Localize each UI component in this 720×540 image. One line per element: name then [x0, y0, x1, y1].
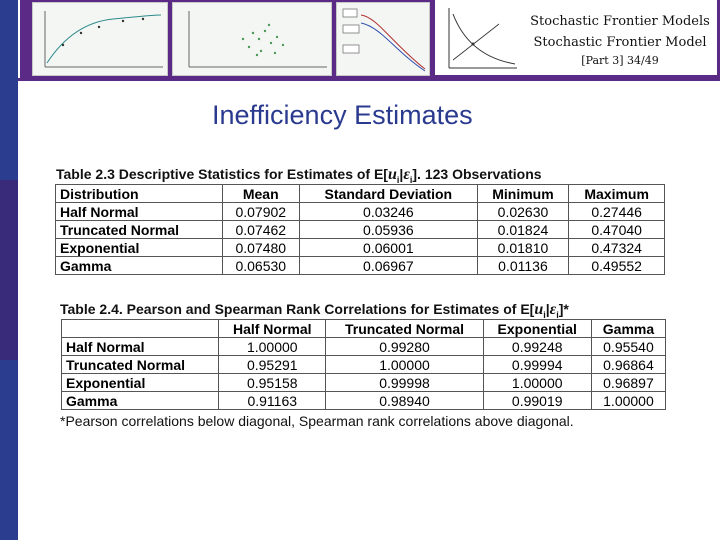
table-row — [62, 356, 666, 374]
table-cell: 0.99998 — [326, 374, 483, 392]
table1-col-header: Standard Deviation — [300, 185, 478, 203]
table2-caption-prefix: Table 2.4. Pearson and Spearman Rank Correlations for Estimates of E[ — [60, 301, 535, 317]
table-row — [62, 374, 666, 392]
thumbnail-curve-plot — [32, 2, 168, 76]
table-cell: 1.00000 — [326, 356, 483, 374]
thumbnail-density-plot-graphic — [337, 3, 429, 75]
table1-col-header: Minimum — [477, 185, 569, 203]
slide-title: Inefficiency Estimates — [212, 100, 473, 130]
table1-col-header: Maximum — [569, 185, 665, 203]
table1-caption-var: u — [387, 166, 397, 183]
table-cell: 0.95291 — [219, 356, 326, 374]
row-label: Exponential — [62, 374, 219, 392]
header-line-2: Stochastic Frontier Model — [533, 35, 707, 50]
table1-caption-prefix: Table 2.3 Descriptive Statistics for Estimates of E[ — [56, 166, 388, 182]
table2-header-row — [62, 320, 666, 338]
table-row — [56, 221, 665, 239]
table-rank-correlations — [61, 319, 666, 410]
table1-col-header: Distribution — [56, 185, 223, 203]
table-descriptive-statistics — [55, 184, 665, 275]
table-cell: 0.99019 — [483, 392, 591, 410]
table-cell: 0.98940 — [326, 392, 483, 410]
table-cell: 0.96864 — [591, 356, 665, 374]
table2-caption-var-sub: i — [543, 309, 546, 320]
table1-caption — [56, 166, 542, 185]
table-cell: 1.00000 — [219, 338, 326, 356]
table-row — [56, 239, 665, 257]
thumbnail-scatter-plot-graphic — [173, 3, 331, 75]
table-row — [56, 203, 665, 221]
row-label: Truncated Normal — [62, 356, 219, 374]
table-cell: 0.05936 — [300, 221, 478, 239]
table-cell: 0.99248 — [483, 338, 591, 356]
table2-col-header — [62, 320, 219, 338]
table2-col-header: Half Normal — [219, 320, 326, 338]
table2-footnote: *Pearson correlations below diagonal, Spearman rank correlations above diagonal. — [60, 413, 574, 429]
table2-col-header: Gamma — [591, 320, 665, 338]
table-cell: 1.00000 — [483, 374, 591, 392]
table2-caption-sep: | — [545, 301, 550, 317]
table2-caption-eps-sub: i — [556, 309, 559, 320]
table1-caption-eps-sub: i — [409, 174, 413, 185]
row-label: Half Normal — [56, 203, 223, 221]
table-row — [62, 392, 666, 410]
table1-col-header: Mean — [222, 185, 300, 203]
row-label: Truncated Normal — [56, 221, 223, 239]
table-cell: 0.01136 — [477, 257, 569, 275]
table2-col-header: Exponential — [483, 320, 591, 338]
row-label: Gamma — [62, 392, 219, 410]
left-sidebar-bar — [0, 0, 18, 540]
table-cell: 0.27446 — [569, 203, 665, 221]
table2-col-header: Truncated Normal — [326, 320, 483, 338]
table2-caption-var: u — [534, 301, 544, 318]
table-cell: 0.47040 — [569, 221, 665, 239]
header-part-indicator: [Part 3] 34/49 — [581, 54, 659, 67]
table-cell: 0.99280 — [326, 338, 483, 356]
table-cell: 0.02630 — [477, 203, 569, 221]
table1-header-row — [56, 185, 665, 203]
table2-caption-suffix: ]* — [558, 301, 569, 317]
row-label: Half Normal — [62, 338, 219, 356]
header-line-1: Stochastic Frontier Models — [530, 14, 710, 29]
table-cell: 0.07480 — [222, 239, 300, 257]
table-cell: 0.95158 — [219, 374, 326, 392]
row-label: Exponential — [56, 239, 223, 257]
table-cell: 0.01824 — [477, 221, 569, 239]
thumbnail-scatter-plot — [172, 2, 332, 76]
table2-caption — [60, 301, 569, 320]
sidebar-band — [0, 180, 18, 360]
table-cell: 0.06530 — [222, 257, 300, 275]
thumbnail-curve-plot-graphic — [33, 3, 167, 75]
table1-caption-suffix: ]. 123 Observations — [412, 166, 542, 182]
thumbnail-density-plot — [336, 2, 430, 76]
table1-caption-eps: ε — [403, 166, 410, 183]
table-cell: 1.00000 — [591, 392, 665, 410]
table-row — [56, 257, 665, 275]
table-cell: 0.06967 — [300, 257, 478, 275]
header-divider — [18, 78, 720, 81]
frontier-diagram — [439, 4, 519, 74]
table-cell: 0.03246 — [300, 203, 478, 221]
table-row — [62, 338, 666, 356]
table1-caption-var-sub: i — [396, 174, 400, 185]
table-cell: 0.47324 — [569, 239, 665, 257]
table-cell: 0.99994 — [483, 356, 591, 374]
table-cell: 0.49552 — [569, 257, 665, 275]
table-cell: 0.07462 — [222, 221, 300, 239]
table1-caption-sep: | — [399, 166, 404, 182]
table-cell: 0.96897 — [591, 374, 665, 392]
header-thumbnails — [20, 0, 432, 78]
table2-caption-eps: ε — [549, 301, 557, 318]
table-cell: 0.06001 — [300, 239, 478, 257]
header-title-box — [432, 0, 720, 78]
row-label: Gamma — [56, 257, 223, 275]
table-cell: 0.95540 — [591, 338, 665, 356]
table-cell: 0.91163 — [219, 392, 326, 410]
table-cell: 0.01810 — [477, 239, 569, 257]
table-cell: 0.07902 — [222, 203, 300, 221]
